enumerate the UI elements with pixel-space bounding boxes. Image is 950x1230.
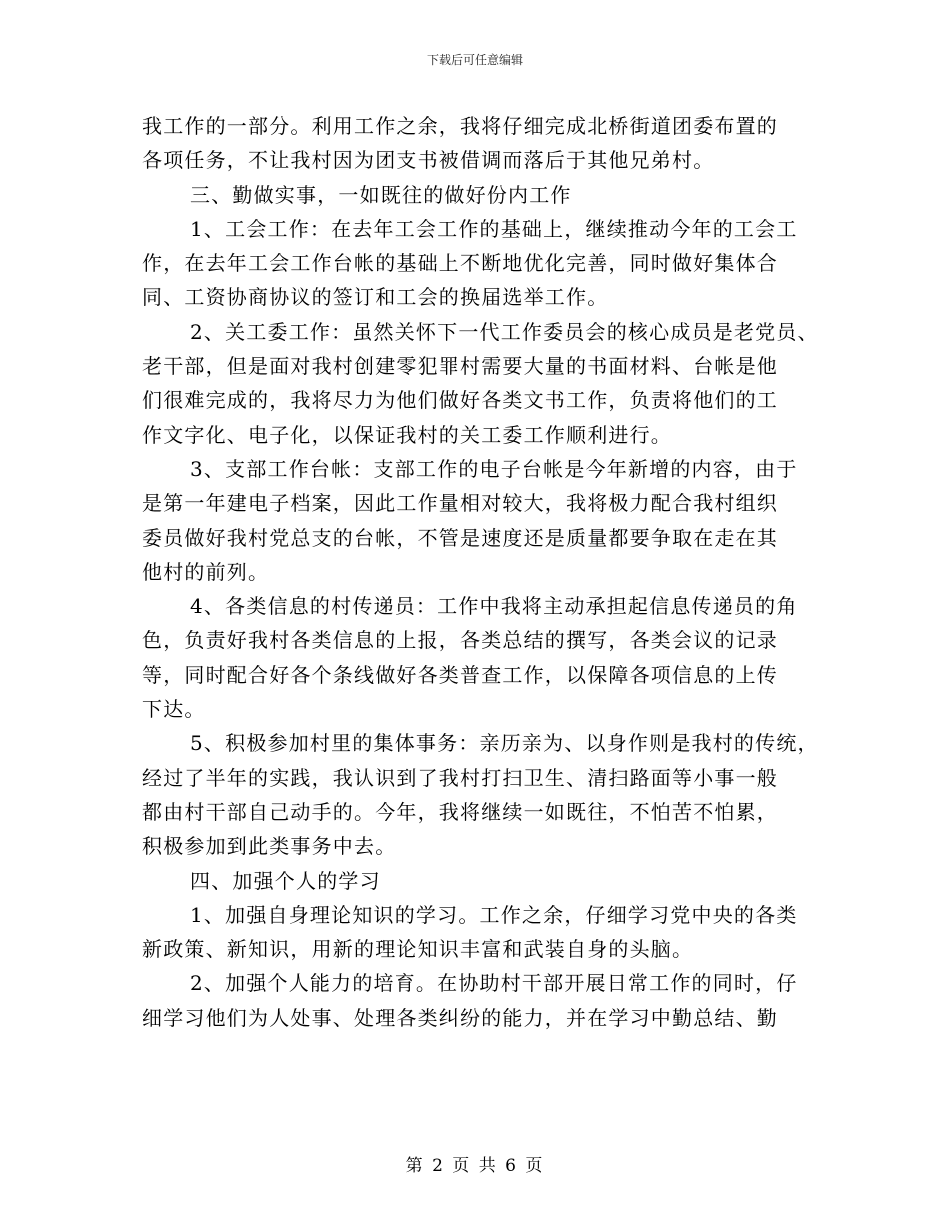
text-line: 是第一年建电子档案，因此工作量相对较大，我将极力配合我村组织 (142, 491, 778, 516)
text-line: 2、加强个人能力的培育。在协助村干部开展日常工作的同时，仔 (190, 971, 798, 996)
text-line: 细学习他们为人处事、处理各类纠纷的能力，并在学习中勤总结、勤 (142, 1005, 778, 1030)
text-line: 2、关工委工作：虽然关怀下一代工作委员会的核心成员是老党员、 (190, 319, 819, 344)
document-body (142, 109, 822, 1035)
text-line: 同、工资协商协议的签订和工会的换届选举工作。 (142, 285, 609, 310)
text-line: 新政策、新知识，用新的理论知识丰富和武装自身的头脑。 (142, 937, 694, 962)
text-line: 等，同时配合好各个条线做好各类普查工作，以保障各项信息的上传 (142, 662, 778, 687)
text-line: 他村的前列。 (142, 559, 270, 584)
text-line: 下达。 (142, 697, 206, 722)
page-number: 第 2 页 共 6 页 (405, 1156, 545, 1176)
page-header: 下载后可任意编辑 (426, 53, 523, 67)
text-line: 经过了半年的实践，我认识到了我村打扫卫生、清扫路面等小事一般 (142, 765, 778, 790)
text-line: 作，在去年工会工作台帐的基础上不断地优化完善，同时做好集体合 (142, 251, 778, 276)
text-line: 5、积极参加村里的集体事务：亲历亲为、以身作则是我村的传统， (190, 731, 819, 756)
text-line: 都由村干部自己动手的。今年，我将继续一如既往，不怕苦不怕累， (142, 799, 778, 824)
text-line: 积极参加到此类事务中去。 (142, 834, 397, 859)
text-line: 各项任务，不让我村因为团支书被借调而落后于其他兄弟村。 (142, 148, 715, 173)
text-line: 们很难完成的，我将尽力为他们做好各类文书工作，负责将他们的工 (142, 388, 778, 413)
text-line: 我工作的一部分。利用工作之余，我将仔细完成北桥街道团委布置的 (142, 114, 778, 138)
text-line: 老干部，但是面对我村创建零犯罪村需要大量的书面材料、台帐是他 (142, 354, 778, 379)
text-line: 三、勤做实事，一如既往的做好份内工作 (190, 182, 572, 207)
text-line: 四、加强个人的学习 (190, 868, 381, 893)
text-line: 委员做好我村党总支的台帐，不管是速度还是质量都要争取在走在其 (142, 525, 778, 550)
text-line: 1、工会工作：在去年工会工作的基础上，继续推动今年的工会工 (190, 216, 798, 241)
text-line: 1、加强自身理论知识的学习。工作之余，仔细学习党中央的各类 (190, 902, 798, 927)
text-line: 色，负责好我村各类信息的上报，各类总结的撰写，各类会议的记录 (142, 628, 778, 653)
text-line: 3、支部工作台帐：支部工作的电子台帐是今年新增的内容，由于 (190, 456, 798, 481)
text-line: 4、各类信息的村传递员：工作中我将主动承担起信息传递员的角 (190, 594, 798, 619)
text-line: 作文字化、电子化，以保证我村的关工委工作顺利进行。 (142, 422, 672, 447)
